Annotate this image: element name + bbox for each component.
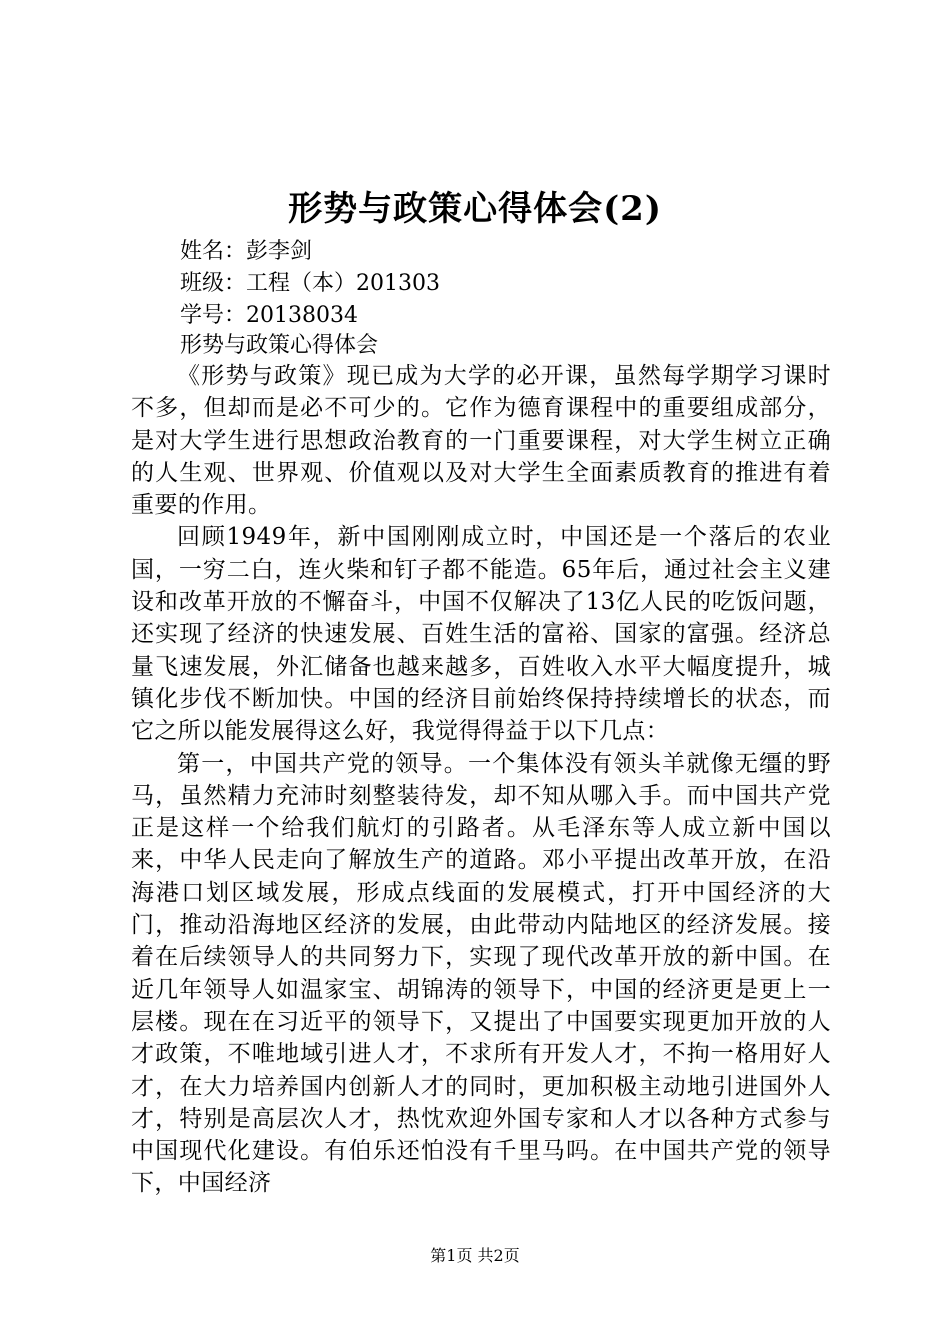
paragraph: 《形势与政策》现已成为大学的必开课，虽然每学期学习课时不多，但却而是必不可少的。它作为德育课程中的重要组成部分，是对大学生进行思想政治教育的一门重要课程，对大学生树立正确的人生观、世界观、价值观以及对大学生全面素质教育的推进有着重要的作用。 <box>131 363 831 519</box>
student-id-line: 学号：20138034 <box>180 303 358 328</box>
page-footer: 第1页 共2页 <box>430 1246 520 1265</box>
paragraph: 回顾1949年，新中国刚刚成立时，中国还是一个落后的农业国，一穷二白，连火柴和钉子都不能造。65年后，通过社会主义建设和改革开放的不懈奋斗，中国不仅解决了13亿人民的吃饭问题，还实现了经济的快速发展、百姓生活的富裕、国家的富强。经济总量飞速发展，外汇储备也越来越多，百姓收入水平大幅度提升，城镇化步伐不断加快。中国的经济目前始终保持持续增长的状态，而它之所以能发展得这么好，我觉得得益于以下几点： <box>131 524 831 745</box>
subtitle-line: 形势与政策心得体会 <box>180 333 379 358</box>
document-body <box>131 360 831 1200</box>
paragraph: 第一，中国共产党的领导。一个集体没有领头羊就像无缰的野马，虽然精力充沛时刻整装待发，却不知从哪入手。而中国共产党正是这样一个给我们航灯的引路者。从毛泽东等人成立新中国以来，中华人民走向了解放生产的道路。邓小平提出改革开放，在沿海港口划区域发展，形成点线面的发展模式，打开中国经济的大门，推动沿海地区经济的发展，由此带动内陆地区的经济发展。接着在后续领导人的共同努力下，实现了现代改革开放的新中国。在近几年领导人如温家宝、胡锦涛的领导下，中国的经济更是更上一层楼。现在在习近平的领导下，又提出了中国要实现更加开放的人才政策，不唯地域引进人才，不求所有开发人才，不拘一格用好人才，在大力培养国内创新人才的同时，更加积极主动地引进国外人才，特别是高层次人才，热忱欢迎外国专家和人才以各种方式参与中国现代化建设。有伯乐还怕没有千里马吗。在中国共产党的领导下，中国经济 <box>131 750 831 1197</box>
class-line: 班级：工程（本）201303 <box>180 271 440 296</box>
author-name-line: 姓名：彭李剑 <box>180 239 313 264</box>
document-title: 形势与政策心得体会(2) <box>288 189 662 229</box>
